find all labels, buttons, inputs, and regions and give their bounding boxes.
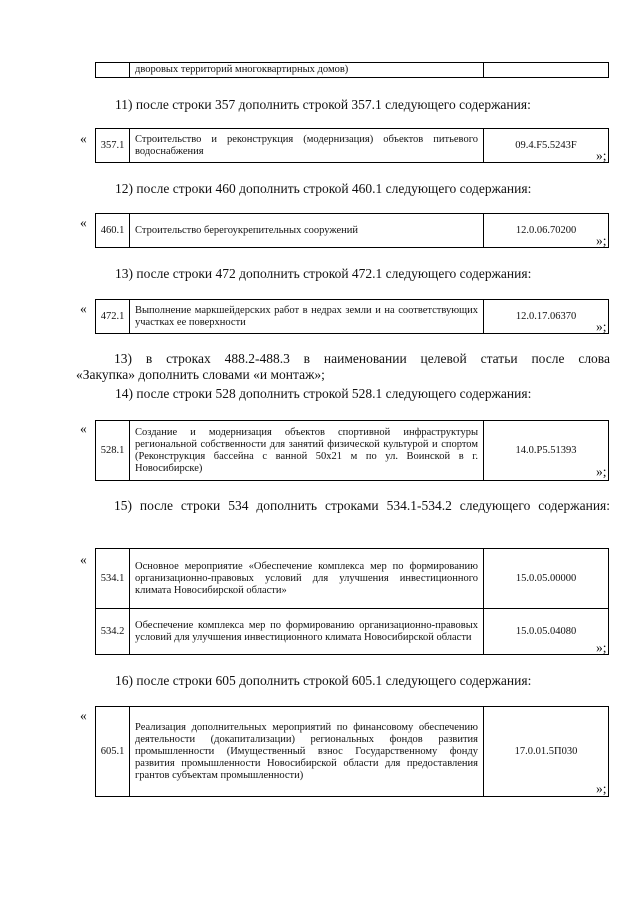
row-number-cell: 534.2	[96, 609, 130, 655]
row-code-cell: 15.0.05.04080	[484, 609, 609, 655]
table-row	[96, 609, 609, 655]
table-row	[96, 300, 609, 334]
table-472-1	[95, 299, 609, 334]
row-description-cell: Реализация дополнительных мероприятий по финансовому обеспечению деятельности (докапитализации) региональных фондов развития промышленности (Имущественный взнос Государственному фонду развития промышленности Новосибирской области для предоставления грантов субъектам промышленности)	[130, 707, 484, 797]
quote-close: »;	[596, 148, 607, 163]
table-continuation	[95, 62, 609, 78]
row-number-cell	[96, 63, 130, 78]
quote-open: «	[80, 708, 87, 723]
quote-close: »;	[596, 233, 607, 248]
row-number-cell: 528.1	[96, 421, 130, 481]
table-605-1	[95, 706, 609, 797]
quote-close: »;	[596, 319, 607, 334]
item-15-heading	[76, 498, 610, 514]
row-code-cell: 17.0.01.5П030	[484, 707, 609, 797]
item-13-heading: 13) после строки 472 дополнить строкой 472.1 следующего содержания:	[115, 266, 532, 281]
table-row	[96, 129, 609, 163]
row-description-cell: дворовых территорий многоквартирных домов)	[130, 63, 484, 78]
table-row	[96, 214, 609, 248]
row-description-cell: Обеспечение комплекса мер по формированию организационно-правовых условий для улучшения инвестиционного климата Новосибирской области	[130, 609, 484, 655]
row-description-cell: Строительство и реконструкция (модернизация) объектов питьевого водоснабжения	[130, 129, 484, 163]
item-14-heading: 14) после строки 528 дополнить строкой 528.1 следующего содержания:	[115, 386, 532, 401]
item-11-heading: 11) после строки 357 дополнить строкой 357.1 следующего содержания:	[115, 97, 531, 112]
quote-open: «	[80, 421, 87, 436]
table-row	[96, 707, 609, 797]
table-528-1	[95, 420, 609, 481]
table-460-1	[95, 213, 609, 248]
quote-open: «	[80, 552, 87, 567]
quote-open: «	[80, 131, 87, 146]
table-357-1	[95, 128, 609, 163]
row-description-cell: Выполнение маркшейдерских работ в недрах земли и на соответствующих участках ее поверхности	[130, 300, 484, 334]
row-description-cell: Создание и модернизация объектов спортивной инфраструктуры региональной собственности для занятий физической культурой и спортом (Реконструкция бассейна с ванной 50х21 м по ул. Воинской в г. Новосибирске)	[130, 421, 484, 481]
row-code-cell: 12.0.17.06370	[484, 300, 609, 334]
paragraph-line-2: «Закупка» дополнить словами «и монтаж»;	[76, 367, 325, 382]
row-code-cell: 15.0.05.00000	[484, 549, 609, 609]
row-code-cell	[484, 63, 609, 78]
item-13b-paragraph	[76, 351, 610, 383]
paragraph-line-1: 13) в строках 488.2-488.3 в наименовании целевой статьи после слова	[114, 351, 610, 366]
row-code-cell: 09.4.F5.5243F	[484, 129, 609, 163]
table-row	[96, 63, 609, 78]
row-number-cell: 605.1	[96, 707, 130, 797]
row-code-cell: 14.0.P5.51393	[484, 421, 609, 481]
quote-close: »;	[596, 781, 607, 796]
row-number-cell: 534.1	[96, 549, 130, 609]
quote-close: »;	[596, 640, 607, 655]
row-code-cell: 12.0.06.70200	[484, 214, 609, 248]
table-row	[96, 549, 609, 609]
table-534	[95, 548, 609, 655]
row-description-cell: Строительство берегоукрепительных сооружений	[130, 214, 484, 248]
item-12-heading: 12) после строки 460 дополнить строкой 460.1 следующего содержания:	[115, 181, 532, 196]
quote-close: »;	[596, 464, 607, 479]
row-description-cell: Основное мероприятие «Обеспечение комплекса мер по формированию организационно-правовых условий для улучшения инвестиционного климата Новосибирской области»	[130, 549, 484, 609]
row-number-cell: 357.1	[96, 129, 130, 163]
heading-text: 15) после строки 534 дополнить строками 534.1-534.2 следующего содержания:	[114, 498, 610, 513]
row-number-cell: 460.1	[96, 214, 130, 248]
quote-open: «	[80, 301, 87, 316]
row-number-cell: 472.1	[96, 300, 130, 334]
item-16-heading: 16) после строки 605 дополнить строкой 605.1 следующего содержания:	[115, 673, 532, 688]
quote-open: «	[80, 215, 87, 230]
table-row	[96, 421, 609, 481]
